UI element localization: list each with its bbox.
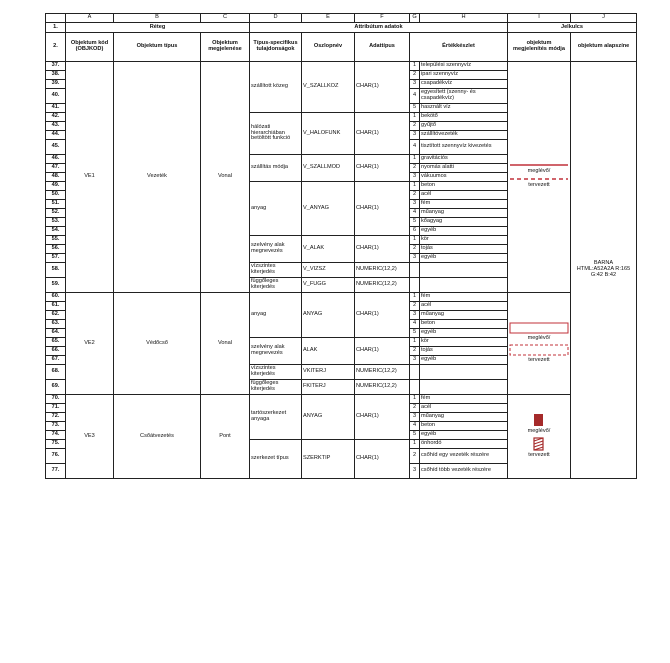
column-name: V_HALOFUNK	[302, 113, 355, 155]
value-code: 2	[410, 449, 420, 464]
column-letter: A	[66, 14, 114, 23]
display-mode-header: objektum megjelenítés módja	[508, 33, 571, 62]
base-color: BARNA HTML:A52A2A R:165 G:42 B:42	[571, 62, 637, 479]
value-label: műanyag	[420, 413, 508, 422]
property-name: függőleges kiterjedés	[250, 380, 302, 395]
value-code: 2	[410, 71, 420, 80]
value-label: csőhíd több vezeték részére	[420, 464, 508, 479]
row-number: 64.	[46, 329, 66, 338]
row-number: 38.	[46, 71, 66, 80]
row-number: 49.	[46, 182, 66, 191]
value-code: 1	[410, 236, 420, 245]
value-code: 1	[410, 395, 420, 404]
row-number: 63.	[46, 320, 66, 329]
value-code: 2	[410, 245, 420, 254]
row-number: 62.	[46, 311, 66, 320]
row-number: 59.	[46, 278, 66, 293]
value-label: acél	[420, 191, 508, 200]
value-label: egyéb	[420, 431, 508, 440]
column-name: ANYAG	[302, 293, 355, 338]
value-label: egyéb	[420, 254, 508, 263]
column-name: ALAK	[302, 338, 355, 365]
value-code: 3	[410, 413, 420, 422]
value-label: műanyag	[420, 209, 508, 218]
row-number: 44.	[46, 131, 66, 140]
column-name: V_SZALLMOD	[302, 155, 355, 182]
object-type-header: Objektum típus	[114, 33, 201, 62]
value-code: 6	[410, 227, 420, 236]
value-label: kör	[420, 338, 508, 347]
legend-symbols	[508, 395, 571, 479]
value-label: beton	[420, 320, 508, 329]
row-number: 41.	[46, 104, 66, 113]
value-label: egyéb	[420, 356, 508, 365]
legend-existing-label: meglévő/	[527, 427, 551, 434]
legend-existing-label: meglévő/	[527, 334, 551, 341]
layer-header: Réteg	[66, 23, 250, 33]
planned-pipe-icon	[509, 344, 569, 356]
base-color-header: objektum alapszíne	[571, 33, 637, 62]
existing-point-icon	[533, 413, 545, 427]
value-code: 1	[410, 338, 420, 347]
value-label: egyéb	[420, 227, 508, 236]
row-number: 58.	[46, 263, 66, 278]
value-code: 1	[410, 155, 420, 164]
column-letter: C	[201, 14, 250, 23]
column-letter: F	[355, 14, 410, 23]
value-set-header: Értékkészlet	[410, 33, 508, 62]
value-label: szállítóvezeték	[420, 131, 508, 140]
row-number: 51.	[46, 200, 66, 209]
column-name: SZERKTIP	[302, 440, 355, 479]
row-number: 70.	[46, 395, 66, 404]
value-code: 5	[410, 218, 420, 227]
column-letter: H	[420, 14, 508, 23]
value-code: 5	[410, 329, 420, 338]
value-label: kőagyag	[420, 218, 508, 227]
column-name: V_SZALLKOZ	[302, 62, 355, 113]
legend-symbols	[508, 62, 571, 293]
data-type-header: Adattípus	[355, 33, 410, 62]
value-code: 1	[410, 62, 420, 71]
data-type: NUMERIC(12,2)	[355, 365, 410, 380]
attributes-header: Attribútum adatok	[250, 23, 508, 33]
property-name: szelvény alak megnevezés	[250, 338, 302, 365]
value-label: használt víz	[420, 104, 508, 113]
column-letter: E	[302, 14, 355, 23]
column-name: FKITERJ	[302, 380, 355, 395]
value-code: 4	[410, 422, 420, 431]
existing-line-icon	[510, 163, 568, 167]
row-number: 65.	[46, 338, 66, 347]
row-number: 42.	[46, 113, 66, 122]
data-type: NUMERIC(12,2)	[355, 263, 410, 278]
object-type: Védőcső	[114, 293, 201, 395]
property-name: tartószerkezet anyaga	[250, 395, 302, 440]
row-number: 48.	[46, 173, 66, 182]
value-label: ipari szennyvíz	[420, 71, 508, 80]
row-number: 77.	[46, 464, 66, 479]
value-code: 1	[410, 113, 420, 122]
value-label: beton	[420, 182, 508, 191]
legend-existing-label: meglévő/	[527, 168, 551, 175]
value-code	[410, 365, 420, 380]
planned-point-icon	[533, 437, 545, 451]
data-type: CHAR(1)	[355, 338, 410, 365]
legend-symbols	[508, 293, 571, 395]
value-label: bekötő	[420, 113, 508, 122]
row-number: 55.	[46, 236, 66, 245]
value-code: 2	[410, 347, 420, 356]
legend-planned-label: tervezett	[528, 451, 550, 458]
data-type: CHAR(1)	[355, 395, 410, 440]
row-number: 40.	[46, 89, 66, 104]
row-number: 46.	[46, 155, 66, 164]
value-label: vákuumos	[420, 173, 508, 182]
value-label	[420, 380, 508, 395]
column-name: V_FUGG	[302, 278, 355, 293]
data-type: CHAR(1)	[355, 236, 410, 263]
row-number: 68.	[46, 365, 66, 380]
value-code: 3	[410, 200, 420, 209]
data-type: CHAR(1)	[355, 182, 410, 236]
value-code: 3	[410, 311, 420, 320]
value-label: acél	[420, 404, 508, 413]
value-label	[420, 263, 508, 278]
object-code: VE3	[66, 395, 114, 479]
property-name: vízszintes kiterjedés	[250, 365, 302, 380]
value-code: 4	[410, 320, 420, 329]
row-number: 45.	[46, 140, 66, 155]
existing-pipe-icon	[509, 322, 569, 334]
value-code	[410, 263, 420, 278]
value-label: egyesített (szenny- és csapadékvíz)	[420, 89, 508, 104]
row-number: 2.	[46, 33, 66, 62]
row-number: 1.	[46, 23, 66, 33]
column-name: V_ALAK	[302, 236, 355, 263]
value-code: 5	[410, 431, 420, 440]
value-code: 4	[410, 140, 420, 155]
row-number: 61.	[46, 302, 66, 311]
value-label: fém	[420, 200, 508, 209]
object-appearance: Vonal	[201, 62, 250, 293]
value-code: 3	[410, 173, 420, 182]
value-code: 2	[410, 404, 420, 413]
value-label	[420, 365, 508, 380]
property-name: vízszintes kiterjedés	[250, 263, 302, 278]
row-number: 37.	[46, 62, 66, 71]
row-number: 56.	[46, 245, 66, 254]
value-label: gyűjtő	[420, 122, 508, 131]
data-type: CHAR(1)	[355, 293, 410, 338]
value-code: 2	[410, 164, 420, 173]
object-appearance: Vonal	[201, 293, 250, 395]
object-type: Vezeték	[114, 62, 201, 293]
row-number: 67.	[46, 356, 66, 365]
legend-header: Jelkulcs	[508, 23, 637, 33]
column-name: ANYAG	[302, 395, 355, 440]
value-label: tojás	[420, 245, 508, 254]
planned-line-icon	[510, 177, 568, 181]
row-number: 39.	[46, 80, 66, 89]
row-number: 69.	[46, 380, 66, 395]
value-code	[410, 278, 420, 293]
value-label: egyéb	[420, 329, 508, 338]
property-name: anyag	[250, 293, 302, 338]
property-name: szállítás módja	[250, 155, 302, 182]
value-label: fém	[420, 395, 508, 404]
value-label: gravitációs	[420, 155, 508, 164]
column-letter: G	[410, 14, 420, 23]
column-letter: D	[250, 14, 302, 23]
legend-table	[45, 13, 637, 479]
data-type: NUMERIC(12,2)	[355, 278, 410, 293]
data-type: CHAR(1)	[355, 440, 410, 479]
value-code: 3	[410, 131, 420, 140]
value-label: önhordó	[420, 440, 508, 449]
object-code: VE2	[66, 293, 114, 395]
property-name: anyag	[250, 182, 302, 236]
row-number: 73.	[46, 422, 66, 431]
row-number: 74.	[46, 431, 66, 440]
object-code-header: Objektum kód (OBJKOD)	[66, 33, 114, 62]
value-code: 4	[410, 209, 420, 218]
column-letter: B	[114, 14, 201, 23]
value-label: tojás	[420, 347, 508, 356]
column-name: V_VIZSZ	[302, 263, 355, 278]
column-name-header: Oszlopnév	[302, 33, 355, 62]
value-code: 3	[410, 464, 420, 479]
value-code: 1	[410, 440, 420, 449]
column-letter	[46, 14, 66, 23]
value-code: 4	[410, 89, 420, 104]
object-appearance-header: Objektum megjelenése	[201, 33, 250, 62]
value-label: műanyag	[420, 311, 508, 320]
value-label: beton	[420, 422, 508, 431]
row-number: 71.	[46, 404, 66, 413]
value-label: acél	[420, 302, 508, 311]
value-code	[410, 380, 420, 395]
value-code: 3	[410, 254, 420, 263]
column-name: VKITERJ	[302, 365, 355, 380]
row-number: 53.	[46, 218, 66, 227]
row-number: 47.	[46, 164, 66, 173]
value-label: nyomás alatti	[420, 164, 508, 173]
value-label: tisztított szennyvíz kivezetés	[420, 140, 508, 155]
value-label: kör	[420, 236, 508, 245]
value-code: 3	[410, 80, 420, 89]
type-specific-header: Típus-specifikus tulajdonságok	[250, 33, 302, 62]
column-letter: I	[508, 14, 571, 23]
value-code: 2	[410, 191, 420, 200]
value-label: csapadékvíz	[420, 80, 508, 89]
row-number: 54.	[46, 227, 66, 236]
value-label: fém	[420, 293, 508, 302]
property-name: szállított közeg	[250, 62, 302, 113]
property-name: szelvény alak megnevezés	[250, 236, 302, 263]
row-number: 43.	[46, 122, 66, 131]
value-label: csőhíd egy vezeték részére	[420, 449, 508, 464]
value-label: települési szennyvíz	[420, 62, 508, 71]
value-code: 2	[410, 302, 420, 311]
property-name: hálózati hierarchiában betöltött funkció	[250, 113, 302, 155]
row-number: 75.	[46, 440, 66, 449]
data-type: CHAR(1)	[355, 113, 410, 155]
data-type: CHAR(1)	[355, 155, 410, 182]
value-code: 2	[410, 122, 420, 131]
object-type: Csőátvezetés	[114, 395, 201, 479]
column-name: V_ANYAG	[302, 182, 355, 236]
value-code: 1	[410, 293, 420, 302]
row-number: 57.	[46, 254, 66, 263]
column-letter: J	[571, 14, 637, 23]
value-label	[420, 278, 508, 293]
row-number: 72.	[46, 413, 66, 422]
property-name: függőleges kiterjedés	[250, 278, 302, 293]
row-number: 66.	[46, 347, 66, 356]
property-name: szerkezet típus	[250, 440, 302, 479]
object-appearance: Pont	[201, 395, 250, 479]
row-number: 50.	[46, 191, 66, 200]
value-code: 1	[410, 182, 420, 191]
value-code: 3	[410, 356, 420, 365]
data-type: NUMERIC(12,2)	[355, 380, 410, 395]
row-number: 76.	[46, 449, 66, 464]
legend-planned-label: tervezett	[528, 356, 550, 363]
data-type: CHAR(1)	[355, 62, 410, 113]
legend-planned-label: tervezett	[528, 182, 550, 188]
value-code: 5	[410, 104, 420, 113]
object-code: VE1	[66, 62, 114, 293]
row-number: 52.	[46, 209, 66, 218]
row-number: 60.	[46, 293, 66, 302]
